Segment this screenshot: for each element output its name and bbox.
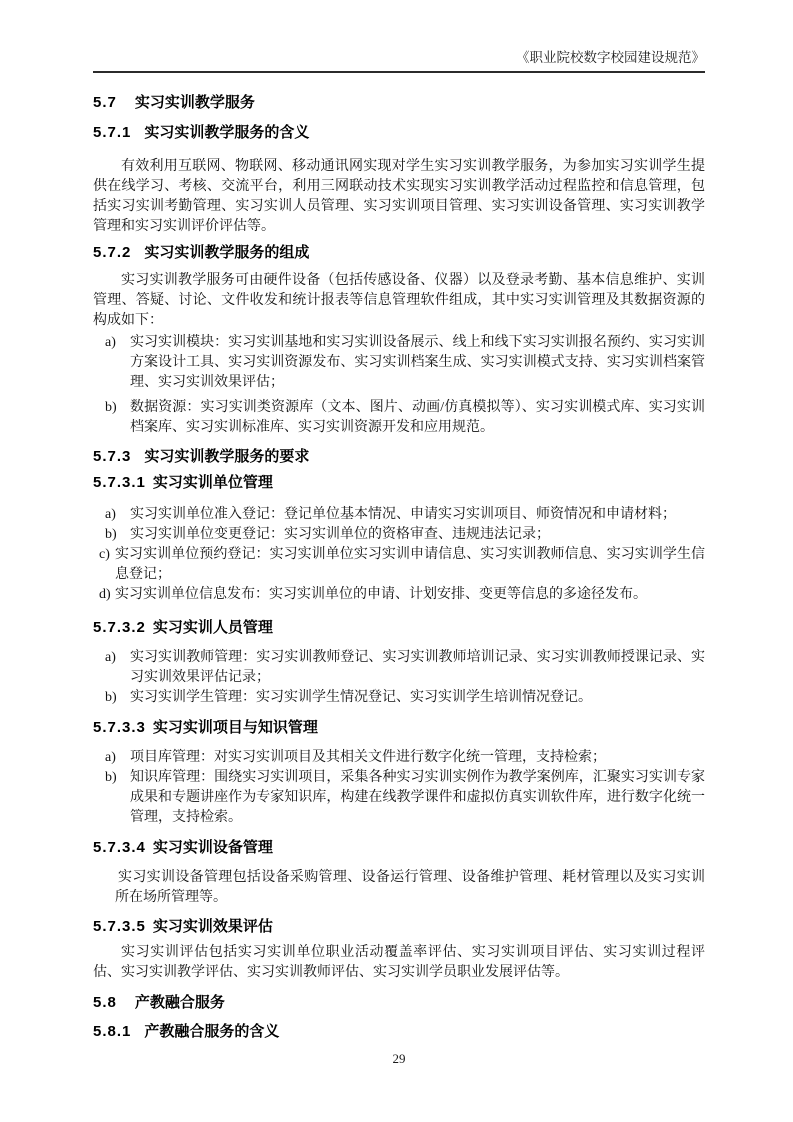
list-5-7-3-2 xyxy=(93,648,705,708)
list-item-text: 实习实训单位准入登记：登记单位基本情况、申请实习实训项目、师资情况和申请材料； xyxy=(130,507,676,522)
list-item xyxy=(93,525,705,545)
page-footer xyxy=(93,1051,705,1067)
paragraph-5-7-3-4: 实习实训设备管理包括设备采购管理、设备运行管理、设备维护管理、耗材管理以及实习实训所在场所管理等。 xyxy=(115,870,705,905)
list-item-text: 数据资源：实习实训类资源库（文本、图片、动画/仿真模拟等）、实习实训模式库、实习实训档案库、实习实训标准库、实习实训资源开发和应用规范。 xyxy=(130,400,705,435)
list-5-7-3-1 xyxy=(93,505,705,605)
list-item-text: 知识库管理：围绕实习实训项目，采集各种实习实训实例作为教学案例库，汇聚实习实训专家成果和专题讲座作为专家知识库，构建在线教学课件和虚拟仿真实训软件库，进行数字化统一管理，支持检索。 xyxy=(130,770,705,825)
section-heading-5-7-3 xyxy=(93,447,705,467)
section-title: 实习实训单位管理 xyxy=(152,474,273,491)
list-item xyxy=(93,585,705,605)
list-item xyxy=(93,333,705,393)
list-item xyxy=(93,768,705,828)
list-5-7-3-3 xyxy=(93,748,705,828)
section-number: 5.7.3.5 xyxy=(93,918,146,935)
section-heading-5-8 xyxy=(93,993,705,1013)
paragraph-5-7-2: 实习实训教学服务可由硬件设备（包括传感设备、仪器）以及登录考勤、基本信息维护、实训管理、答疑、讨论、文件收发和统计报表等信息管理软件组成，其中实习实训管理及其数据资源的构成如下： xyxy=(93,273,705,328)
section-number: 5.7.3.3 xyxy=(93,719,146,736)
section-number: 5.7.3.2 xyxy=(93,619,146,636)
section-title: 产教融合服务 xyxy=(134,994,225,1011)
section-heading-5-7-3-5 xyxy=(93,917,705,937)
section-heading-5-8-1 xyxy=(93,1022,705,1042)
list-marker: d) xyxy=(99,587,111,602)
section-title: 实习实训教学服务 xyxy=(134,94,255,111)
list-item xyxy=(93,648,705,688)
list-marker: b) xyxy=(105,770,117,785)
list-marker: a) xyxy=(105,650,116,665)
section-title: 实习实训设备管理 xyxy=(152,839,273,856)
section-heading-5-7-3-1 xyxy=(93,473,705,493)
section-title: 实习实训人员管理 xyxy=(152,619,273,636)
section-title: 实习实训教学服务的组成 xyxy=(144,244,310,261)
section-number: 5.7.2 xyxy=(93,244,132,261)
list-item xyxy=(93,748,705,768)
list-item-text: 实习实训单位信息发布：实习实训单位的申请、计划安排、变更等信息的多途径发布。 xyxy=(115,587,647,602)
section-heading-5-7-3-2 xyxy=(93,618,705,638)
section-number: 5.7.3.1 xyxy=(93,474,146,491)
list-marker: b) xyxy=(105,400,117,415)
list-item-text: 实习实训模块：实习实训基地和实习实训设备展示、线上和线下实习实训报名预约、实习实训方案设计工具、实习实训资源发布、实习实训档案生成、实习实训模式支持、实习实训档案管理、实习实训效果评估； xyxy=(130,335,705,390)
section-heading-5-7-1 xyxy=(93,123,705,143)
list-item xyxy=(93,398,705,438)
page-number: 29 xyxy=(392,1051,406,1066)
document-title: 《职业院校数字校园建设规范》 xyxy=(516,50,705,65)
section-heading-5-7-3-3 xyxy=(93,718,705,738)
list-5-7-2 xyxy=(93,333,705,438)
list-item-text: 实习实训学生管理：实习实训学生情况登记、实习实训学生培训情况登记。 xyxy=(130,690,592,705)
section-title: 实习实训效果评估 xyxy=(152,918,273,935)
list-item xyxy=(93,505,705,525)
section-number: 5.7 xyxy=(93,94,117,111)
section-heading-5-7 xyxy=(93,93,705,113)
section-number: 5.7.1 xyxy=(93,124,132,141)
section-title: 产教融合服务的含义 xyxy=(144,1023,280,1040)
list-item-text: 实习实训单位变更登记：实习实训单位的资格审查、违规违法记录； xyxy=(130,527,550,542)
list-marker: b) xyxy=(105,690,117,705)
section-title: 实习实训教学服务的含义 xyxy=(144,124,310,141)
paragraph-5-7-1: 有效利用互联网、物联网、移动通讯网实现对学生实习实训教学服务，为参加实习实训学生提供在线学习、考核、交流平台，利用三网联动技术实现实习实训教学活动过程监控和信息管理，包括实习实训考勤管理、实习实训人员管理、实习实训项目管理、实习实训设备管理、实习实训教学管理和实习实训评价评估等。 xyxy=(93,159,705,234)
list-item-text: 实习实训单位预约登记：实习实训单位实习实训申请信息、实习实训教师信息、实习实训学生信息登记； xyxy=(115,547,705,582)
section-title: 实习实训教学服务的要求 xyxy=(144,448,310,465)
section-heading-5-7-3-4 xyxy=(93,838,705,858)
list-marker: a) xyxy=(105,335,116,350)
section-number: 5.8.1 xyxy=(93,1023,132,1040)
list-item-text: 项目库管理：对实习实训项目及其相关文件进行数字化统一管理，支持检索； xyxy=(130,750,606,765)
list-item xyxy=(93,545,705,585)
list-item-text: 实习实训教师管理：实习实训教师登记、实习实训教师培训记录、实习实训教师授课记录、实习实训效果评估记录； xyxy=(130,650,705,685)
list-marker: c) xyxy=(99,547,110,562)
section-number: 5.8 xyxy=(93,994,117,1011)
section-title: 实习实训项目与知识管理 xyxy=(152,719,318,736)
section-number: 5.7.3.4 xyxy=(93,839,146,856)
list-marker: b) xyxy=(105,527,117,542)
section-number: 5.7.3 xyxy=(93,448,132,465)
paragraph-5-7-3-5: 实习实训评估包括实习实训单位职业活动覆盖率评估、实习实训项目评估、实习实训过程评估、实习实训教学评估、实习实训教师评估、实习实训学员职业发展评估等。 xyxy=(93,945,705,980)
list-marker: a) xyxy=(105,507,116,522)
running-header xyxy=(93,0,705,73)
list-item xyxy=(93,688,705,708)
header-rule xyxy=(93,71,705,73)
list-marker: a) xyxy=(105,750,116,765)
section-heading-5-7-2 xyxy=(93,243,705,263)
